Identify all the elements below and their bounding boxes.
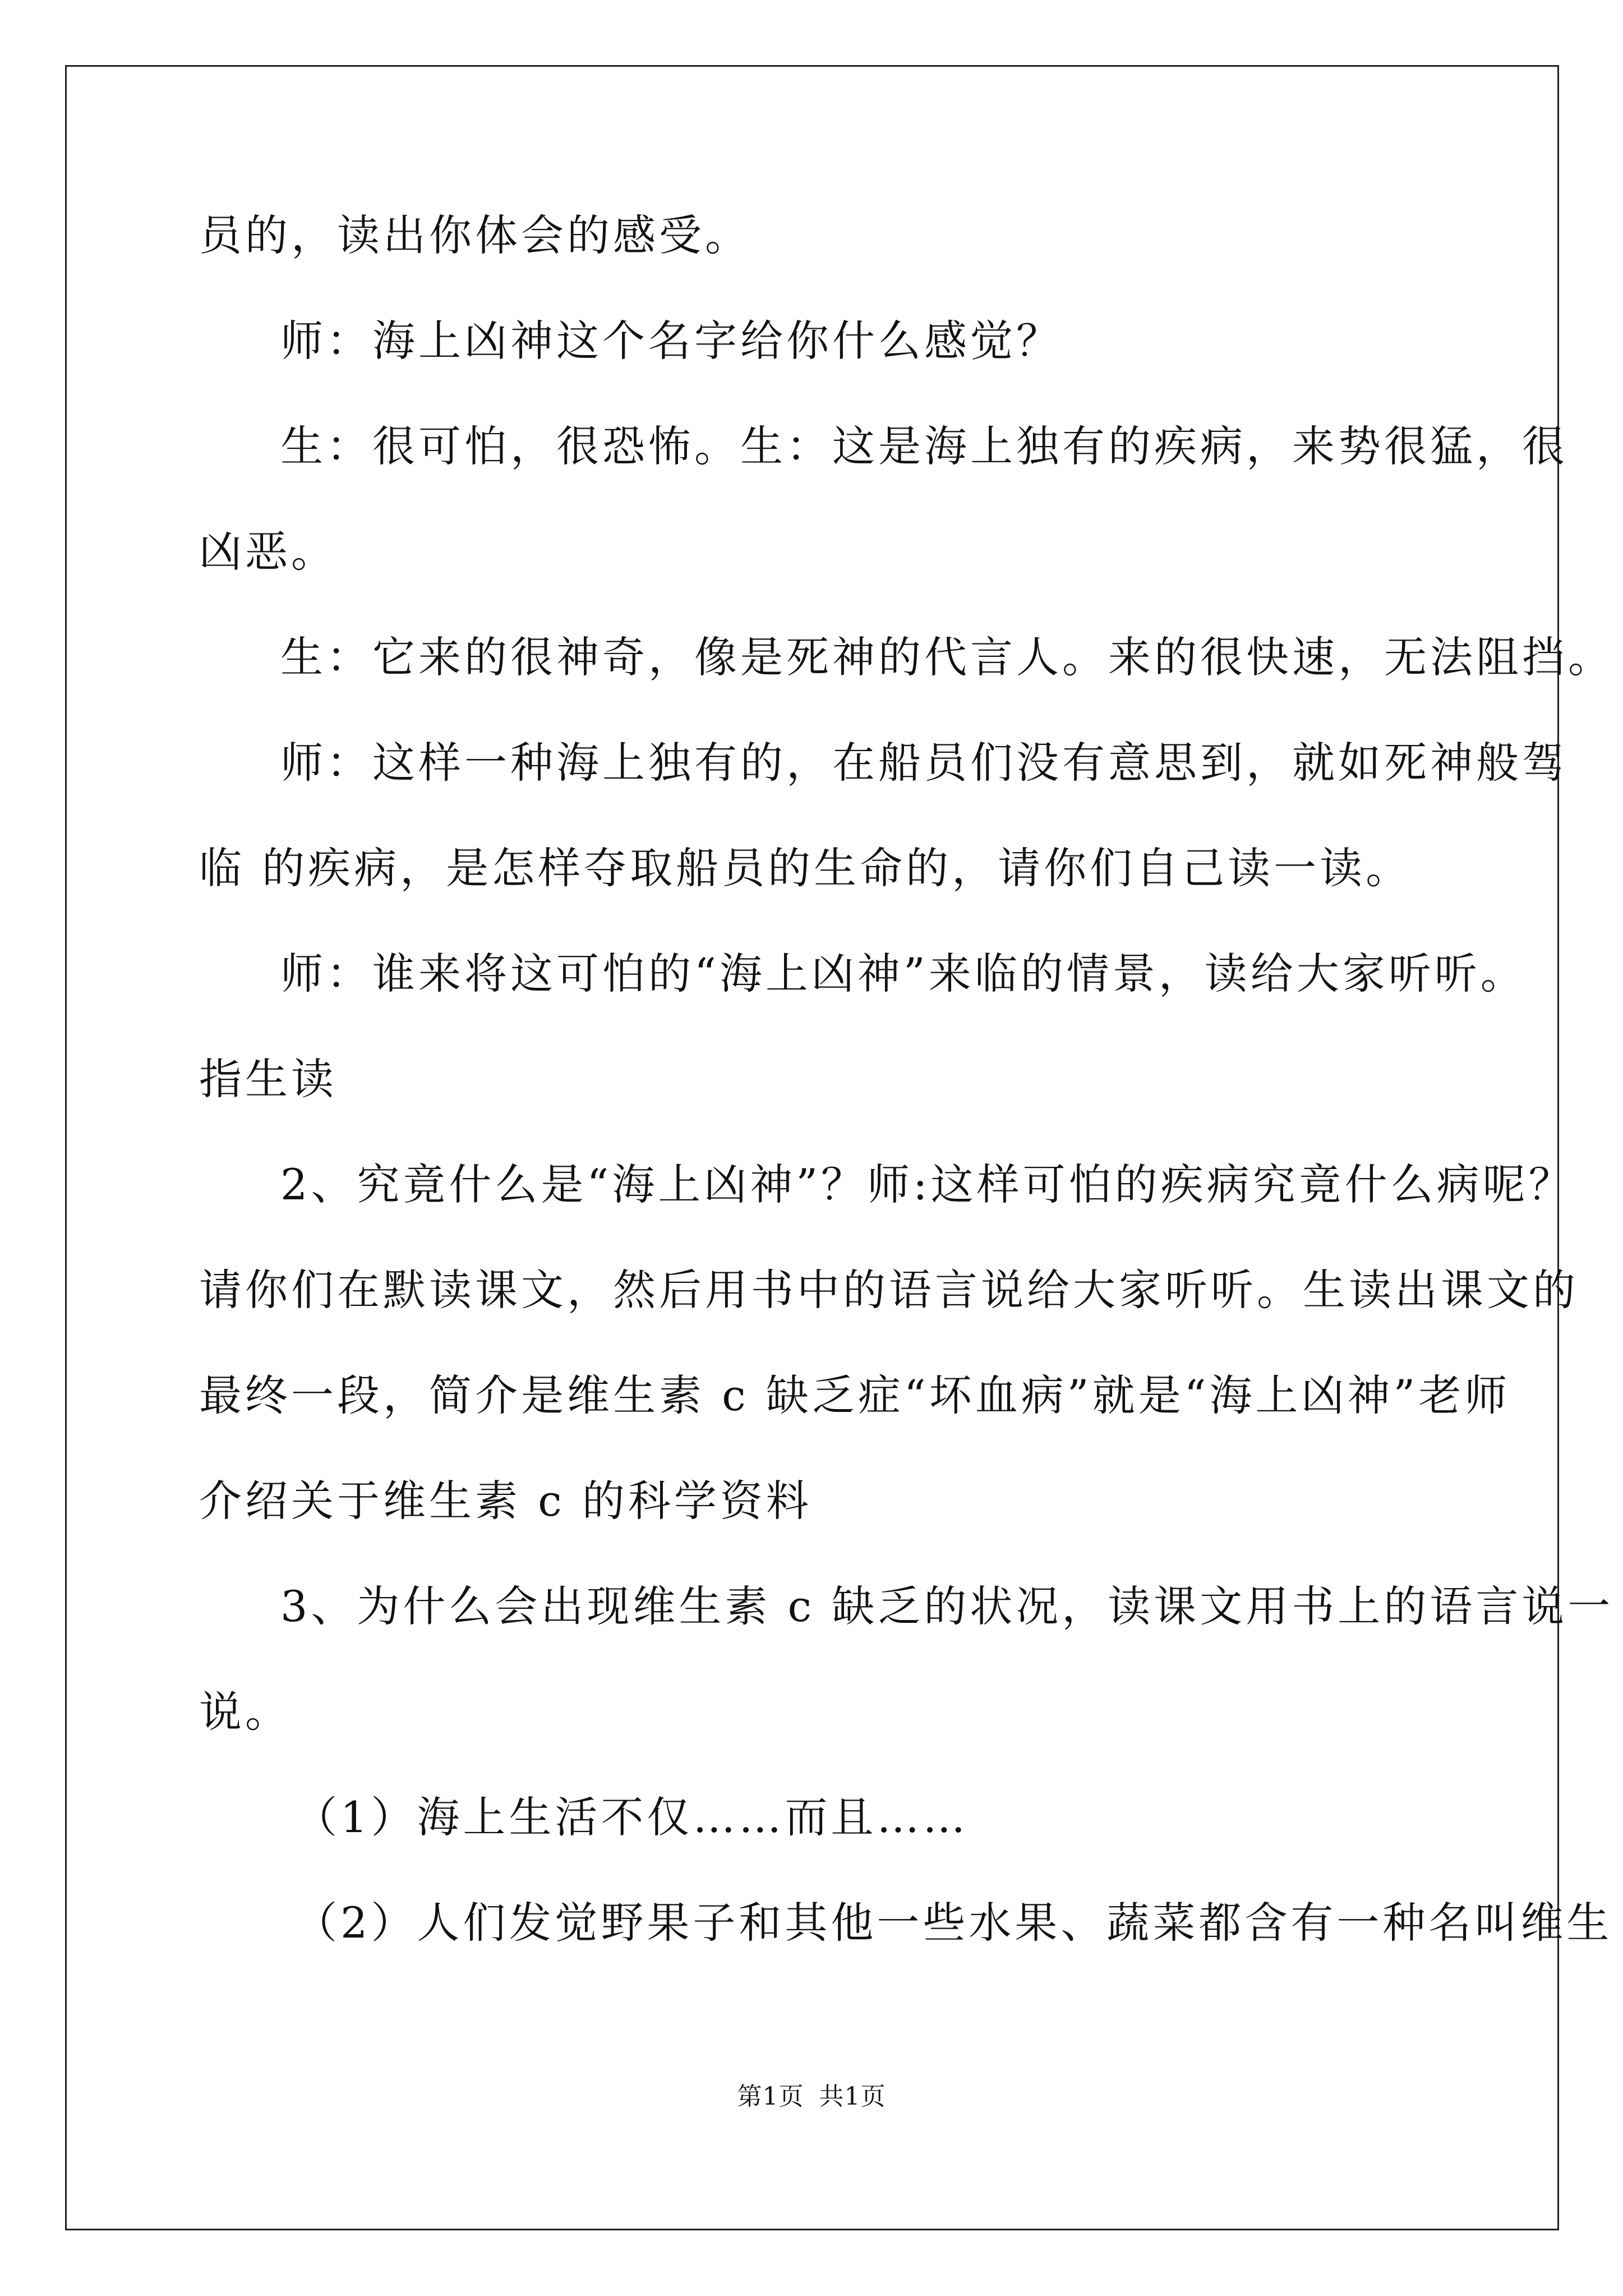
text-line: 凶恶。 [199, 527, 337, 577]
text-line: 临 的疾病，是怎样夺取船员的生命的，请你们自己读一读。 [199, 843, 1412, 893]
text-line: 员的，读出你体会的感受。 [199, 210, 751, 260]
page-footer [0, 2080, 1623, 2114]
text-line: 指生读 [199, 1054, 337, 1104]
page-number: 第1页 [737, 2082, 804, 2111]
text-line: （1）海上生活不仅……而且…… [294, 1792, 969, 1842]
page-total: 共1页 [819, 2082, 886, 2111]
text-line: 师：海上凶神这个名字给你什么感觉？ [280, 316, 1062, 366]
text-line: 师：这样一种海上独有的，在船员们没有意思到，就如死神般驾 [280, 738, 1568, 788]
text-line: 最终一段，简介是维生素 c 缺乏症“坏血病”就是“海上凶神”老师 [199, 1370, 1511, 1420]
text-line: 2、究竟什么是“海上凶神”？师:这样可怕的疾病究竟什么病呢？ [280, 1159, 1575, 1209]
text-line: 说。 [199, 1687, 291, 1737]
text-line: （2）人们发觉野果子和其他一些水果、蔬菜都含有一种名叫维生 [294, 1898, 1613, 1948]
text-line: 介绍关于维生素 c 的科学资料 [199, 1476, 812, 1526]
text-line: 请你们在默读课文，然后用书中的语言说给大家听听。生读出课文的 [199, 1265, 1579, 1315]
text-line: 师：谁来将这可怕的“海上凶神”来临的情景，读给大家听听。 [280, 949, 1527, 999]
text-line: 3、为什么会出现维生素 c 缺乏的状况，读课文用书上的语言说一 [280, 1581, 1614, 1631]
text-line: 生：很可怕，很恐怖。生：这是海上独有的疾病，来势很猛，很 [280, 421, 1568, 471]
text-line: 生：它来的很神奇，像是死神的代言人。来的很快速，无法阻挡。 [280, 632, 1614, 682]
